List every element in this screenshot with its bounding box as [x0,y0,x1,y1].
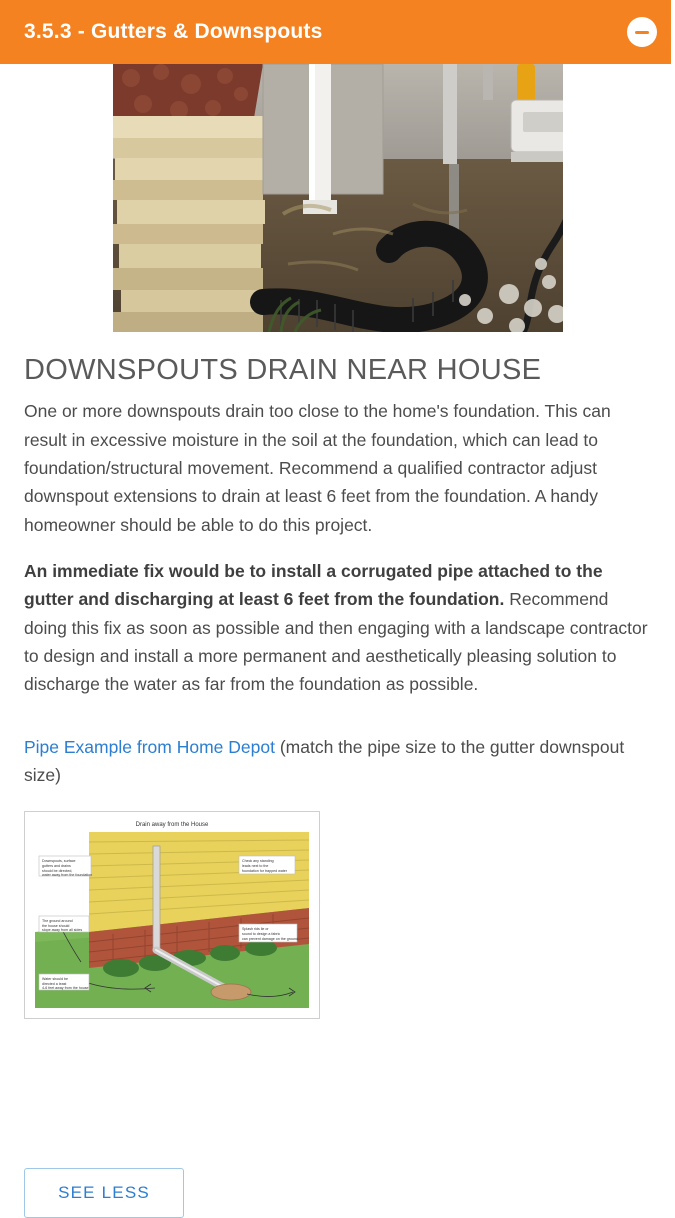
issue-title: DOWNSPOUTS DRAIN NEAR HOUSE [24,354,542,386]
svg-text:slope away from all sides: slope away from all sides [42,928,83,933]
svg-text:leads next to the: leads next to the [242,864,269,869]
reference-link-line [24,733,651,790]
photo-container [24,64,651,332]
svg-text:sound to design a fabric: sound to design a fabric [242,932,281,937]
diagram-container [24,811,651,1019]
svg-text:gutters and drains: gutters and drains [42,864,71,869]
minus-bar [635,31,649,34]
svg-text:4-6 feet away from the house: 4-6 feet away from the house [42,986,89,991]
svg-text:water away from the foundation: water away from the foundation [42,873,93,878]
svg-text:directed a least: directed a least [42,982,67,987]
downspout-photo[interactable] [113,64,563,332]
minus-circle-icon[interactable] [627,17,657,47]
svg-text:the house should: the house should [42,924,70,929]
recommendation-bold-lead: An immediate fix would be to install a corrugated pipe attached to the gutter and discharging at least 6 feet from the foundation. [24,561,603,610]
recommendation-rest: Recommend doing this fix as soon as possible and then engaging with a landscape contractor to design and install a more permanent and aesthetically pleasing solution to discharge the water as far from the foundation as possible. [24,589,648,695]
svg-text:foundation for trapped water: foundation for trapped water [242,869,287,874]
issue-recommendation [24,557,651,699]
right-edge-strip [671,0,675,1218]
pipe-example-note: (match the pipe size to the gutter downspout size) [24,736,625,786]
section-content [0,64,675,1019]
svg-text:should be directed,: should be directed, [42,869,73,874]
see-less-button[interactable]: SEE LESS [24,1168,184,1218]
svg-text:can prevent damage on the grou: can prevent damage on the ground [242,937,298,942]
svg-text:Downspouts, surface: Downspouts, surface [42,859,76,864]
issue-description: One or more downspouts drain too close to the home's foundation. This can result in excessive moisture in the soil at the foundation, which can lead to foundation/structural movement. Recommend a qualified contractor adjust downspout extensions to drain at least 6 feet from the foundation. A handy homeowner should be able to do this project. [24,401,611,535]
svg-text:The ground around: The ground around [42,919,73,924]
svg-text:Check any standing: Check any standing [242,859,274,864]
svg-text:Splash rids lie or: Splash rids lie or [242,927,269,932]
drainage-diagram[interactable] [24,811,320,1019]
svg-text:Drain away from the House: Drain away from the House [135,822,209,829]
page-title: 3.5.3 - Gutters & Downspouts [24,20,323,43]
section-header [0,0,675,64]
svg-text:Water should be: Water should be [42,977,69,982]
pipe-example-link[interactable]: Pipe Example from Home Depot [24,736,275,757]
